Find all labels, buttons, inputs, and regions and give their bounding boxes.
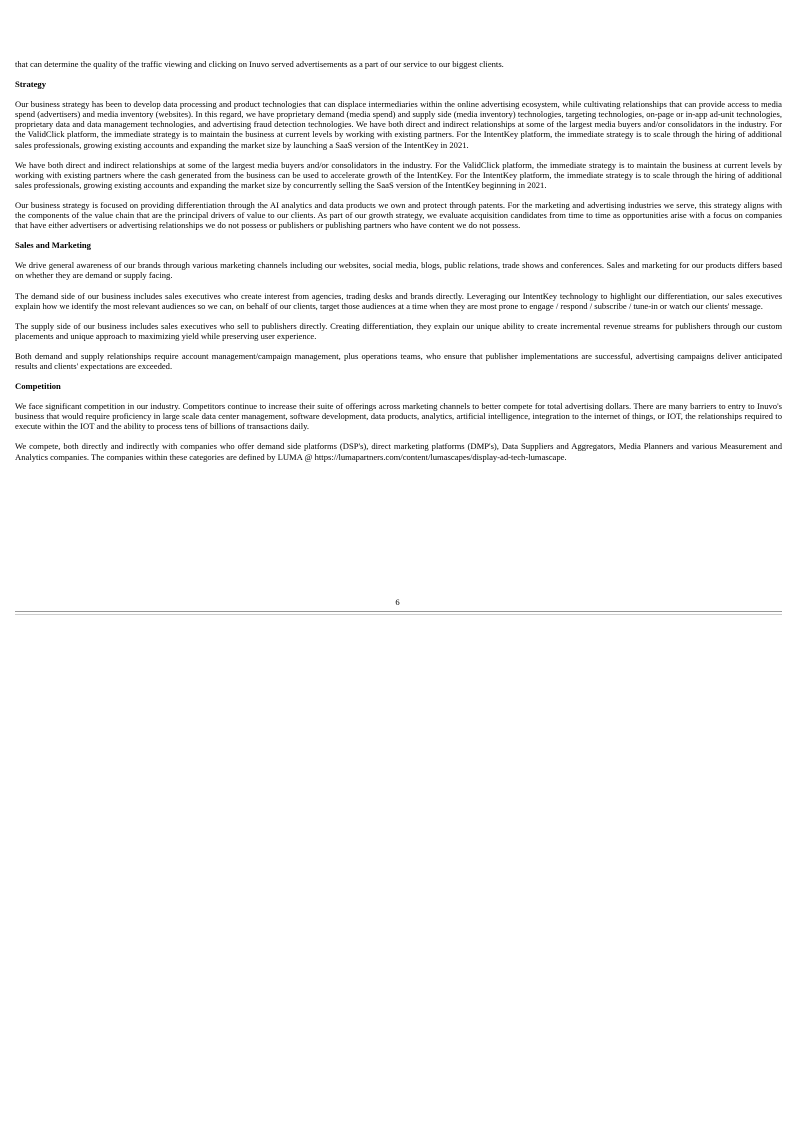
page-number: 6	[395, 597, 400, 607]
competition-paragraph-2: We compete, both directly and indirectly with companies who offer demand side platforms (DSP's), direct marketing platforms (DMP's), Data Suppliers and Aggregators, Media Planners and various Measurement and Analytics companies. The companies within these categories are defined by LUMA @ https://lumapartners.com/content/lumascapes/display-ad-tech-lumascape.	[15, 441, 782, 462]
sales-paragraph-3: The supply side of our business includes sales executives who sell to publishers directly. Creating differentiation, they explain our unique ability to create incremental revenue streams for publishers through our custom placements and unique approach to maximizing yield while preserving user experience.	[15, 320, 782, 341]
footer-divider	[15, 611, 782, 612]
sales-heading: Sales and Marketing	[15, 240, 91, 251]
intro-paragraph: that can determine the quality of the traffic viewing and clicking on Inuvo served advertisements as a part of our service to our biggest clients.	[15, 59, 504, 69]
sales-paragraph-2: The demand side of our business includes sales executives who create interest from agencies, trading desks and brands directly. Leveraging our IntentKey technology to highlight our differentiation, our sales executives explain how we identify the most relevant audiences so we can, on behalf of our clients, target those audiences at a time when they are most prone to engage / respond / subscribe / tune-in or watch our clients' message.	[15, 290, 782, 311]
strategy-paragraph-1: Our business strategy has been to develop data processing and product technologies that can displace intermediaries within the online advertising ecosystem, while cultivating relationships that can provide access to media spend (advertisers) and media inventory (websites). In this regard, we have proprietary demand (media spend) and supply side (media inventory) technologies, targeting technologies, on-page or in-app ad-unit technologies, proprietary data and data management technologies, and advertising fraud detection technologies. We have both direct and indirect relationships at some of the largest media buyers and/or consolidators in the industry. For the ValidClick platform, the immediate strategy is to maintain the business at current levels by working with existing partners. For the IntentKey platform, the immediate strategy is to scale through the hiring of additional sales professionals, growing existing accounts and expanding the market size by launching a SaaS version of the IntentKey in 2021.	[15, 99, 782, 150]
document-body	[15, 59, 782, 462]
strategy-heading: Strategy	[15, 79, 47, 90]
sales-paragraph-4: Both demand and supply relationships require account management/campaign management, plus operations teams, who ensure that publisher implementations are successful, advertising campaigns deliver anticipated results and clients' expectations are exceeded.	[15, 350, 782, 371]
competition-heading: Competition	[15, 381, 61, 392]
sales-paragraph-1: We drive general awareness of our brands through various marketing channels including our websites, social media, blogs, public relations, trade shows and conferences. Sales and marketing for our products differs based on whether they are demand or supply facing.	[15, 260, 782, 281]
strategy-paragraph-3: Our business strategy is focused on providing differentiation through the AI analytics and data products we own and protect through patents. For the marketing and advertising industries we serve, this strategy aligns with the components of the value chain that are the principal drivers of value to our clients. As part of our growth strategy, we evaluate acquisition candidates from time to time as opportunities arise with a focus on companies that have either advertisers or advertising relationships we do not possess or publishers or publishing partners who have content we do not possess.	[15, 199, 782, 231]
strategy-paragraph-2: We have both direct and indirect relationships at some of the largest media buyers and/or consolidators in the industry. For the ValidClick platform, the immediate strategy is to maintain the business at current levels by working with existing partners where the cash generated from the business can be used to accelerate growth of the IntentKey. For the IntentKey platform, the immediate strategy is to scale through the hiring of additional sales professionals, growing existing accounts and expanding the market size by concurrently selling the SaaS version of the IntentKey beginning in 2021.	[15, 159, 782, 190]
footer-divider-secondary	[15, 614, 782, 615]
competition-paragraph-1: We face significant competition in our industry. Competitors continue to increase their suite of offerings across marketing channels to better compete for total advertising dollars. There are many barriers to entry to Inuvo's business that would require proficiency in large scale data center management, software development, data products, analytics, artificial intelligence, integration to the internet of things, or IOT, the relationships required to execute within the IOT and the ability to process tens of billions of transactions daily.	[15, 401, 782, 432]
